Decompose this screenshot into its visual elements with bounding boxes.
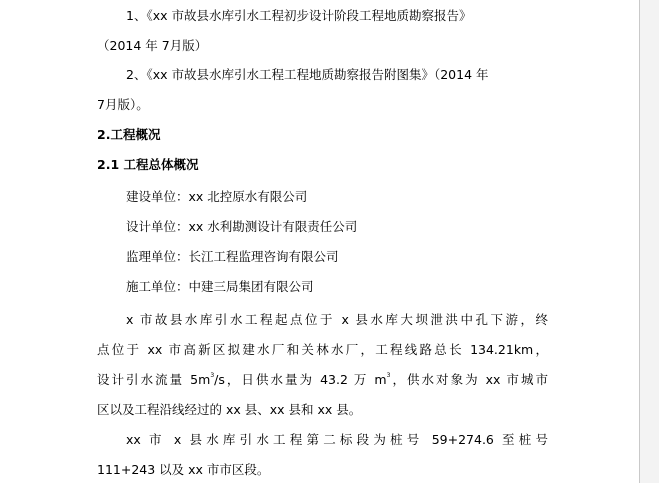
design-unit: 设计单位：xx 水利勘测设计有限责任公司 — [126, 219, 358, 234]
paragraph-1-line-2: 点位于 xx 市高新区拟建水厂和关林水厂，工程线路总长 134.21km， — [97, 342, 548, 357]
reference-2-line-1: 2、《xx 市故县水库引水工程工程地质勘察报告附图集》（2014 年 — [126, 67, 489, 82]
reference-1-line-2: （2014 年 7月版） — [97, 38, 208, 53]
superscript-3: 3 — [210, 372, 215, 379]
paragraph-1-line-1: x 市故县水库引水工程起点位于 x 县水库大坝泄洪中孔下游，终 — [126, 312, 548, 327]
paragraph-1-line-3-part-c: ，供水对象为 xx 市城市 — [390, 372, 548, 387]
section-heading: 2.工程概况 — [97, 127, 161, 142]
reference-1-line-1: 1、《xx 市故县水库引水工程初步设计阶段工程地质勘察报告》 — [126, 8, 472, 23]
paragraph-2-line-2: 111+243 以及 xx 市市区段。 — [97, 462, 270, 477]
paragraph-1-line-3 — [97, 372, 548, 388]
reference-2-line-2: 7月版）。 — [97, 97, 149, 112]
page-edge — [639, 0, 659, 483]
builder-unit: 施工单位：中建三局集团有限公司 — [126, 279, 314, 294]
paragraph-2-line-1: xx 市 x 县水库引水工程第二标段为桩号 59+274.6 至桩号 — [126, 432, 548, 447]
supervision-unit: 监理单位：长江工程监理咨询有限公司 — [126, 249, 339, 264]
superscript-3: 3 — [386, 372, 391, 379]
construction-unit: 建设单位：xx 北控原水有限公司 — [126, 189, 308, 204]
paragraph-1-line-4: 区以及工程沿线经过的 xx 县、xx 县和 xx 县。 — [97, 402, 362, 417]
paragraph-1-line-3-part-b: /s，日供水量为 43.2 万 m — [214, 372, 387, 387]
paragraph-1-line-3-part-a: 设计引水流量 5m — [97, 372, 211, 387]
section-subheading: 2.1 工程总体概况 — [97, 157, 199, 172]
